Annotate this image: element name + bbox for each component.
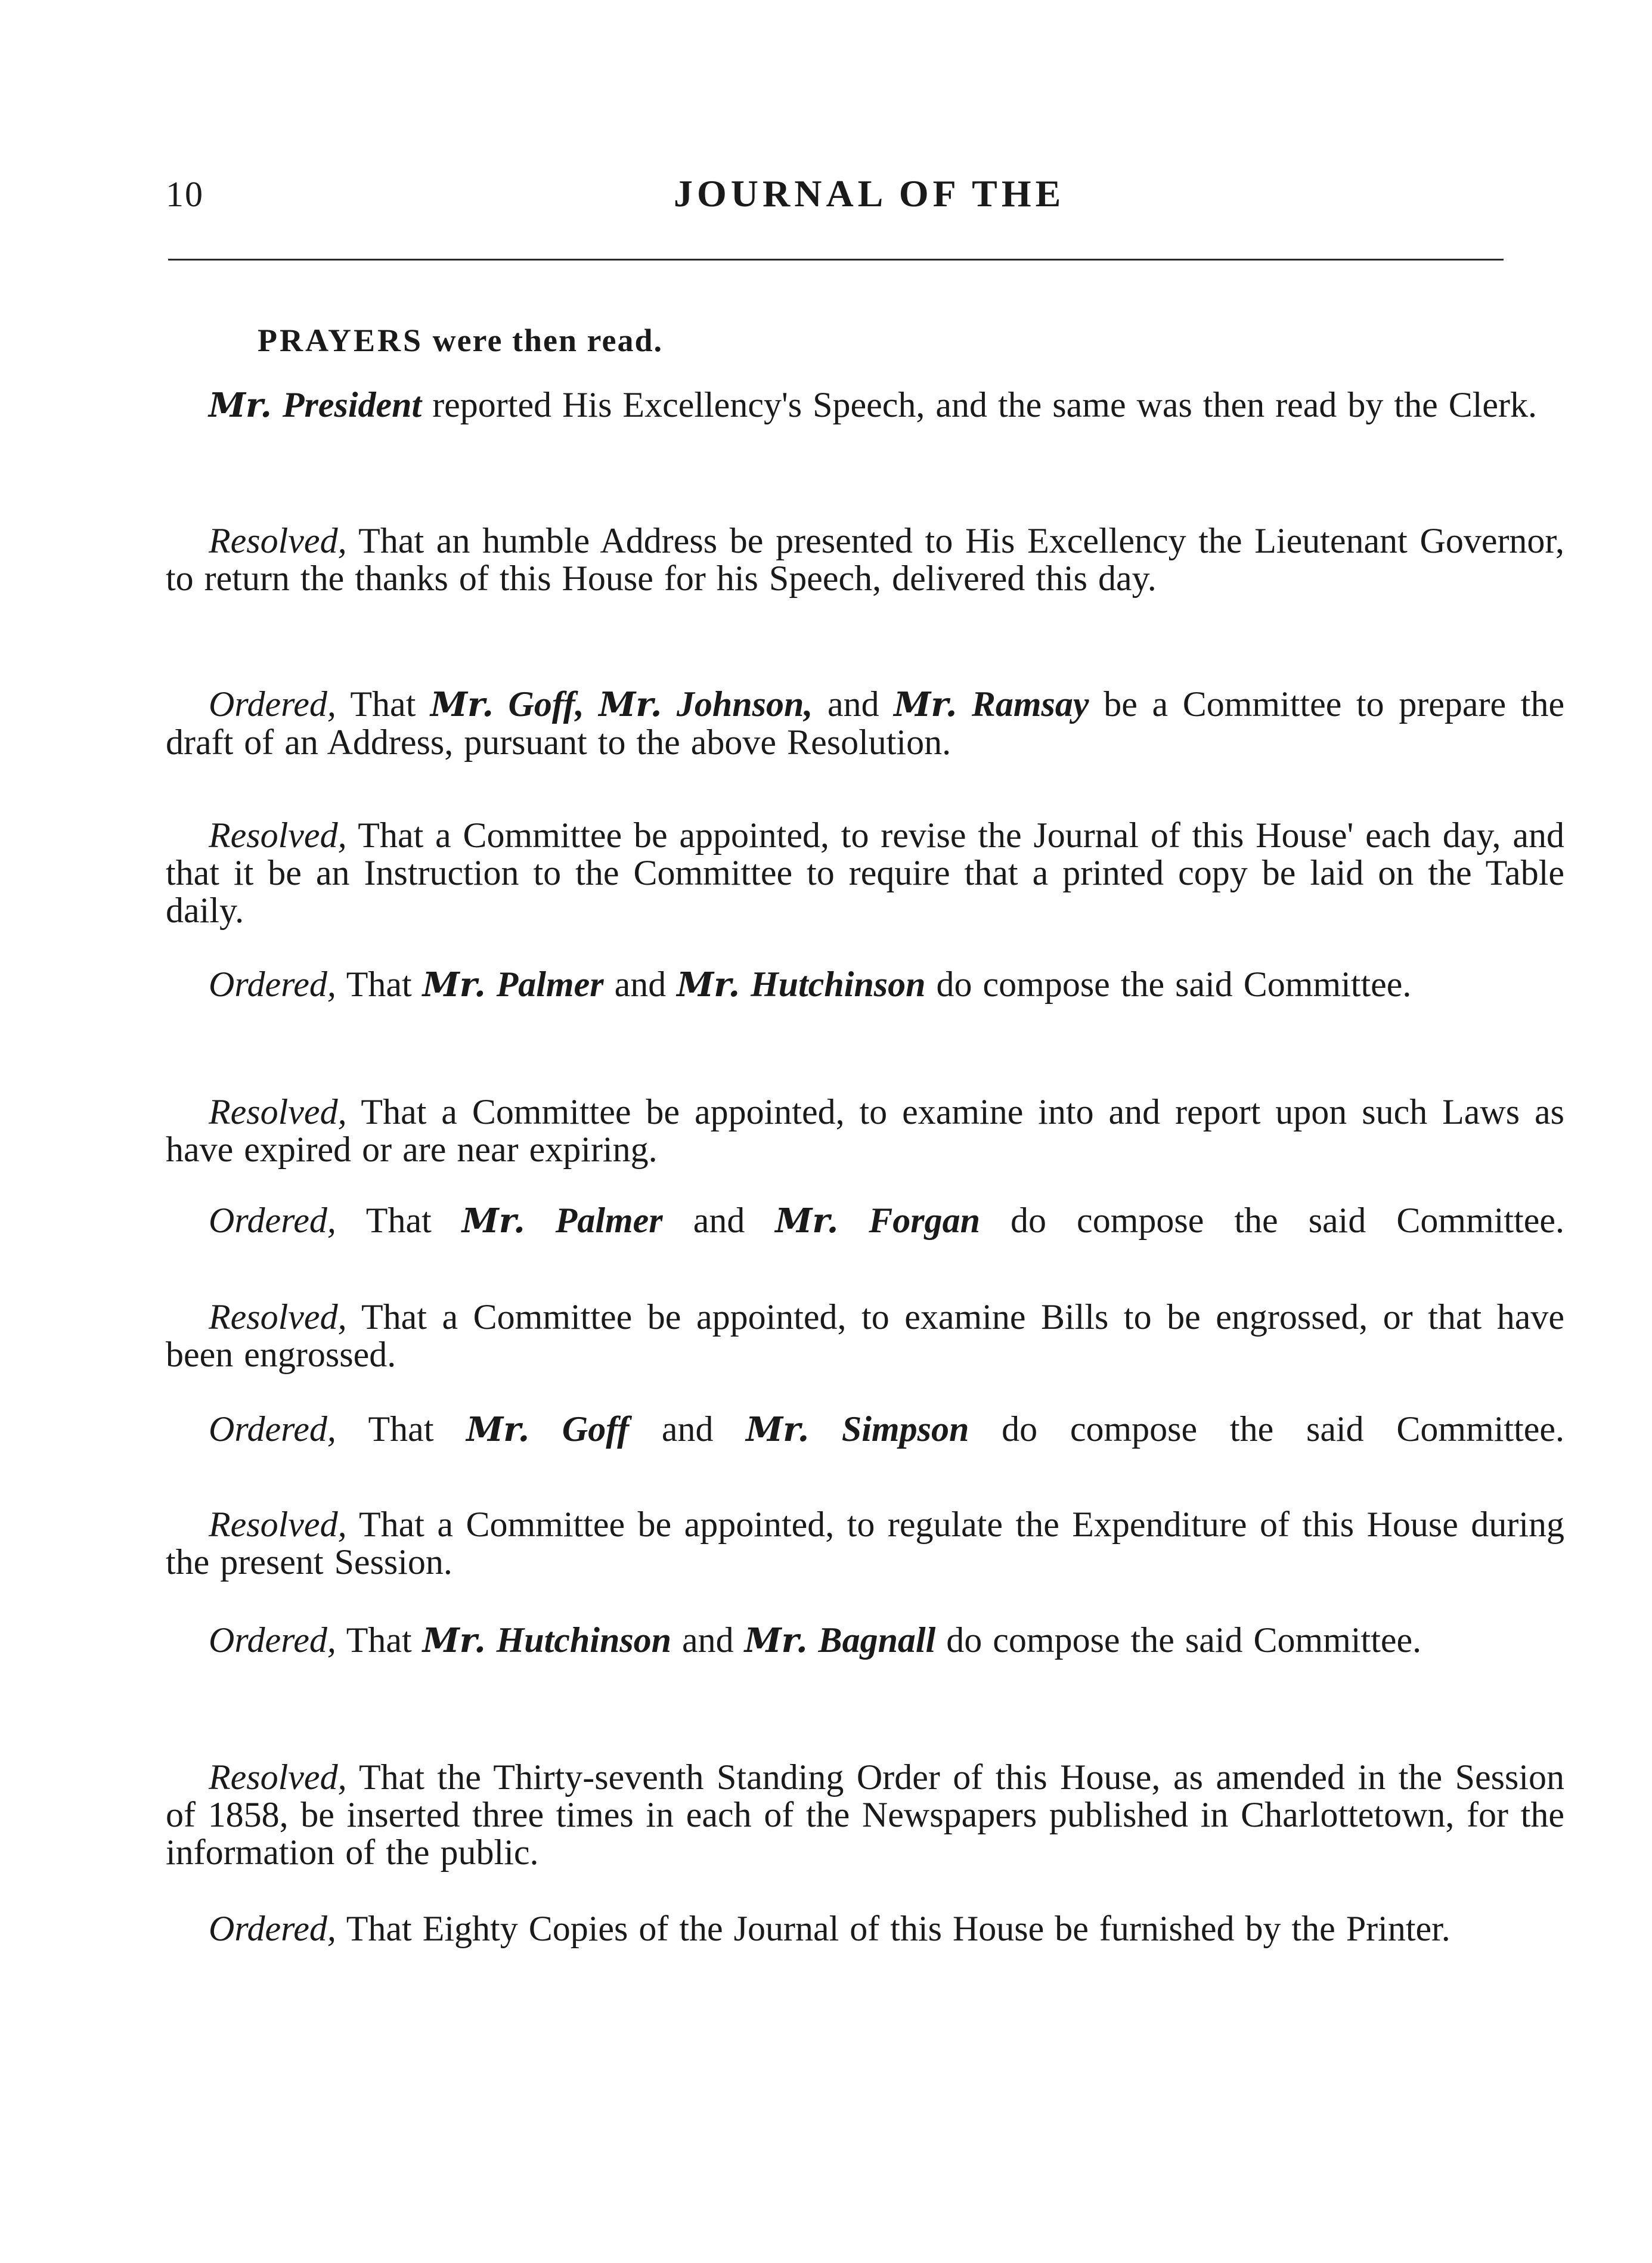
paragraph-text: do compose the said Committee. bbox=[946, 1620, 1422, 1660]
mr-title: Mr. bbox=[466, 1410, 530, 1449]
resolution-address bbox=[166, 522, 1564, 597]
paragraph-text: That a Committee be appointed, to examine Bills to be engrossed, or that have been engrossed. bbox=[166, 1297, 1565, 1374]
paragraph-text: and bbox=[827, 684, 879, 724]
prayers-line bbox=[258, 322, 663, 359]
paragraph-text: and bbox=[693, 1201, 745, 1240]
resolved-label: Resolved, bbox=[209, 1092, 347, 1132]
member-name: Hutchinson bbox=[496, 1620, 672, 1660]
paragraph-text: do compose the said Committee. bbox=[1011, 1201, 1565, 1240]
order-engrossed-bills-committee bbox=[166, 1410, 1564, 1449]
mr-title: Mr. bbox=[422, 1621, 486, 1660]
paragraph-text: and bbox=[614, 965, 667, 1004]
ordered-label: Ordered, bbox=[209, 684, 336, 724]
member-name: Ramsay bbox=[971, 684, 1089, 724]
mr-title: Mr. bbox=[422, 965, 486, 1005]
member-name: Palmer bbox=[496, 965, 604, 1004]
ordered-label: Ordered, bbox=[209, 965, 336, 1004]
paragraph-text: reported His Excellency's Speech, and the same was then read by the Clerk. bbox=[432, 385, 1538, 424]
member-name: President bbox=[282, 385, 422, 424]
paragraph-text: That bbox=[365, 1201, 432, 1240]
ordered-label: Ordered, bbox=[209, 1909, 336, 1948]
paragraph-text: That bbox=[368, 1409, 434, 1449]
prayers-lead: PRAYERS bbox=[258, 323, 424, 358]
paragraph-text: That a Committee be appointed, to regulate the Expenditure of this House during the present Session. bbox=[166, 1505, 1564, 1582]
paragraph-text: and bbox=[682, 1620, 734, 1660]
paragraph-text: That the Thirty-seventh Standing Order of this House, as amended in the Session of 1858, be inserted three times in each of the Newspapers published in Charlottetown, for the information of the public. bbox=[166, 1757, 1565, 1872]
paragraph-text: and bbox=[661, 1409, 714, 1449]
ordered-label: Ordered, bbox=[209, 1620, 336, 1660]
prayers-rest: were then read. bbox=[432, 323, 664, 358]
ordered-label: Ordered, bbox=[209, 1409, 336, 1449]
resolved-label: Resolved, bbox=[209, 1505, 347, 1544]
mr-title: Mr. bbox=[746, 1410, 810, 1449]
order-address-committee bbox=[166, 686, 1564, 761]
resolution-expenditure bbox=[166, 1506, 1564, 1581]
mr-title: Mr. bbox=[599, 685, 662, 724]
member-name: Forgan bbox=[869, 1201, 980, 1240]
mr-title: Mr. bbox=[209, 386, 272, 425]
member-name: Simpson bbox=[841, 1409, 969, 1449]
resolved-label: Resolved, bbox=[209, 521, 347, 560]
running-head: JOURNAL OF THE bbox=[674, 172, 1065, 215]
resolved-label: Resolved, bbox=[209, 816, 347, 855]
paragraph-text: That an humble Address be presented to His Excellency the Lieutenant Governor, to return the thanks of this House for his Speech, delivered this day. bbox=[166, 521, 1565, 598]
member-name: Goff bbox=[562, 1409, 630, 1449]
member-name: Hutchinson bbox=[751, 965, 926, 1004]
mr-title: Mr. bbox=[461, 1201, 525, 1241]
resolution-engrossed-bills bbox=[166, 1298, 1564, 1374]
order-expired-laws-committee bbox=[166, 1202, 1564, 1240]
paragraph-text: That bbox=[346, 965, 412, 1004]
resolution-expired-laws bbox=[166, 1093, 1564, 1168]
page-number: 10 bbox=[166, 175, 204, 214]
order-journal-copies bbox=[166, 1910, 1564, 1948]
member-name: Johnson, bbox=[676, 684, 813, 724]
paragraph-president-speech bbox=[166, 386, 1564, 424]
resolution-journal-committee bbox=[166, 817, 1564, 929]
resolved-label: Resolved, bbox=[209, 1757, 347, 1797]
mr-title: Mr. bbox=[430, 685, 494, 724]
paragraph-text: That a Committee be appointed, to revise the Journal of this House' each day, and that it be an Instruction to the Committee to require that a printed copy be laid on the Table daily. bbox=[166, 816, 1565, 930]
paragraph-text: That a Committee be appointed, to examine into and report upon such Laws as have expired or are near expiring. bbox=[166, 1092, 1564, 1169]
member-name: Bagnall bbox=[818, 1620, 936, 1660]
paragraph-text: be a Committee to prepare the draft of an Address, pursuant to the above Resolution. bbox=[166, 684, 1565, 762]
mr-title: Mr. bbox=[775, 1201, 839, 1241]
mr-title: Mr. bbox=[744, 1621, 808, 1660]
header-rule bbox=[168, 259, 1504, 261]
paragraph-text: do compose the said Committee. bbox=[1002, 1409, 1565, 1449]
ordered-label: Ordered, bbox=[209, 1201, 336, 1240]
order-expenditure-committee bbox=[166, 1622, 1564, 1660]
member-name: Palmer bbox=[555, 1201, 663, 1240]
member-name: Goff, bbox=[508, 684, 584, 724]
resolved-label: Resolved, bbox=[209, 1297, 347, 1337]
mr-title: Mr. bbox=[677, 965, 740, 1005]
resolution-standing-order bbox=[166, 1759, 1564, 1871]
paragraph-text: That bbox=[350, 684, 416, 724]
order-journal-committee bbox=[166, 966, 1564, 1004]
paragraph-text: do compose the said Committee. bbox=[936, 965, 1412, 1004]
paragraph-text: That Eighty Copies of the Journal of this House be furnished by the Printer. bbox=[346, 1909, 1450, 1948]
mr-title: Mr. bbox=[894, 685, 957, 724]
paragraph-text: That bbox=[346, 1620, 412, 1660]
